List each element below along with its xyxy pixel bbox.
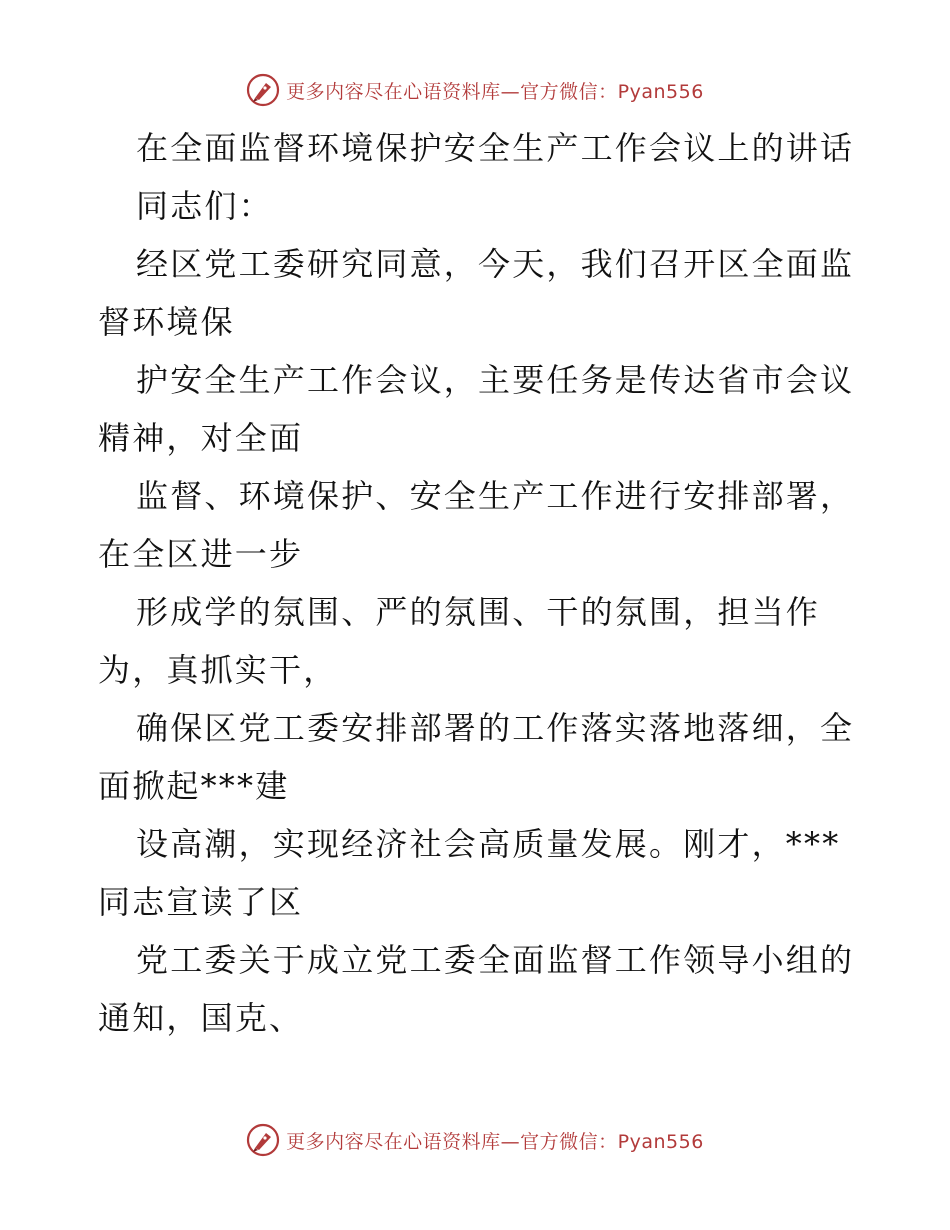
- header-watermark-banner: [0, 70, 950, 110]
- watermark-text-main: 更多内容尽在心语资料库—: [286, 1130, 521, 1153]
- footer-watermark-banner: [0, 1120, 950, 1160]
- paragraph-line: 设高潮，实现经济社会高质量发展。刚才，***: [136, 825, 841, 863]
- paragraph-line: 党工委关于成立党工委全面监督工作领导小组的: [136, 941, 855, 979]
- watermark-text-main: 更多内容尽在心语资料库—: [286, 80, 521, 103]
- paragraph-line: 经区党工委研究同意，今天，我们召开区全面监: [136, 245, 855, 283]
- pen-nib-icon: [246, 1123, 280, 1157]
- paragraph-line: 通知，国克、: [98, 999, 304, 1037]
- paragraph-line: 为，真抓实干，: [98, 651, 338, 689]
- greeting: 同志们：: [136, 187, 273, 225]
- paragraph-line: 面掀起***建: [98, 767, 290, 805]
- paragraph-line: 督环境保: [98, 303, 235, 341]
- watermark-slogan: [286, 77, 704, 104]
- paragraph-line: 监督、环境保护、安全生产工作进行安排部署，: [136, 477, 855, 515]
- paragraph-line: 确保区党工委安排部署的工作落实落地落细，全: [136, 709, 855, 747]
- watermark-slogan: [286, 1127, 704, 1154]
- paragraph-line: 在全区进一步: [98, 535, 304, 573]
- watermark-wechat: 官方微信：Pyan556: [520, 1130, 704, 1153]
- watermark-wechat: 官方微信：Pyan556: [520, 80, 704, 103]
- paragraph-line: 精神，对全面: [98, 419, 304, 457]
- paragraph-line: 护安全生产工作会议，主要任务是传达省市会议: [136, 361, 855, 399]
- paragraph-line: 形成学的氛围、严的氛围、干的氛围，担当作: [136, 593, 821, 631]
- paragraph-line: 同志宣读了区: [98, 883, 304, 921]
- pen-nib-icon: [246, 73, 280, 107]
- document-title: 在全面监督环境保护安全生产工作会议上的讲话: [136, 129, 855, 167]
